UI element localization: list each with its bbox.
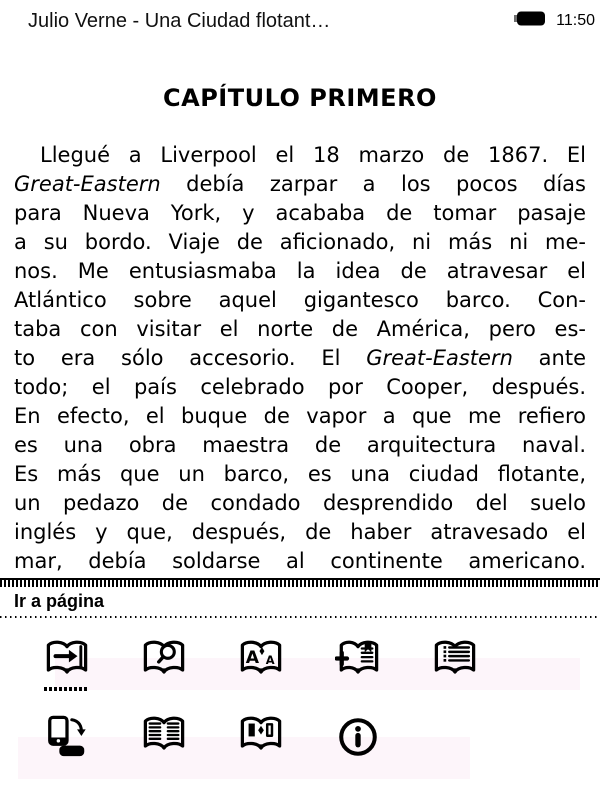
- page-margins-icon: [238, 714, 284, 756]
- svg-text:A: A: [245, 647, 259, 668]
- text-line: Llegué a Liverpool el 18 marzo de 1867. El: [40, 143, 586, 167]
- status-right-group: [514, 10, 595, 31]
- book-info-icon: [335, 714, 381, 760]
- goto-page-icon: [44, 638, 90, 680]
- goto-page-button[interactable]: [18, 638, 115, 691]
- text-line: nos. Me entusiasmaba la idea de atravesar el: [14, 259, 586, 283]
- goto-page-label: Ir a página: [14, 591, 105, 611]
- add-bookmark-button[interactable]: [309, 638, 406, 691]
- clock-time: 11:50: [556, 11, 595, 29]
- search-in-book-icon: [141, 638, 187, 680]
- search-in-book-button[interactable]: [115, 638, 212, 691]
- text-line: to era sólo accesorio. El Great-Eastern ante: [14, 346, 587, 370]
- text-line: mar, debía soldarse al continente americano.: [14, 549, 586, 573]
- menu-dotted-separator: [0, 616, 600, 619]
- text-line: taba con visitar el norte de América, pero es-: [14, 317, 586, 341]
- text-line: para Nueva York, y acababa de tomar pasaje: [14, 201, 586, 225]
- indicator-spacer: [335, 687, 380, 691]
- text-line: inglés y que, después, de haber atravesado el: [14, 520, 586, 544]
- reader-menu-panel: [0, 578, 600, 800]
- toolbar-row-2: [18, 714, 406, 760]
- battery-icon: [514, 10, 548, 31]
- page-margins-button[interactable]: [212, 714, 309, 760]
- text-line: En efecto, el buque de vapor a que me refiero: [14, 404, 586, 428]
- text-line: es una obra maestra de arquitectura naval.: [14, 433, 586, 457]
- rotate-screen-icon: [44, 714, 90, 760]
- indicator-spacer: [141, 687, 186, 691]
- svg-text:A: A: [265, 652, 275, 667]
- indicator-spacer: [238, 687, 283, 691]
- font-size-button[interactable]: [212, 638, 309, 691]
- status-bar: [0, 8, 600, 38]
- contents-list-icon: [432, 638, 478, 680]
- two-page-view-icon: [141, 714, 187, 756]
- page-text: [14, 141, 586, 576]
- book-info-button[interactable]: [309, 714, 406, 760]
- add-bookmark-icon: [335, 638, 381, 680]
- menu-top-border: [0, 578, 600, 587]
- contents-list-button[interactable]: [406, 638, 503, 691]
- two-page-view-button[interactable]: [115, 714, 212, 760]
- rotate-screen-button[interactable]: [18, 714, 115, 760]
- selected-tool-indicator: [44, 687, 89, 691]
- toolbar-row-1: [18, 638, 503, 691]
- font-size-icon: [238, 638, 284, 680]
- chapter-heading: CAPÍTULO PRIMERO: [163, 84, 437, 112]
- text-line: Great-Eastern debía zarpar a los pocos días: [14, 172, 586, 196]
- text-line: Atlántico sobre aquel gigantesco barco. Con-: [14, 288, 586, 312]
- text-line: todo; el país celebrado por Cooper, después.: [14, 375, 586, 399]
- text-line: a su bordo. Viaje de aficionado, ni más ni me-: [14, 230, 586, 254]
- book-title: Julio Verne - Una Ciudad flotant…: [28, 10, 331, 32]
- text-line: un pedazo de condado desprendido del suelo: [14, 491, 586, 515]
- text-line: Es más que un barco, es una ciudad flotante,: [14, 462, 586, 486]
- indicator-spacer: [432, 687, 477, 691]
